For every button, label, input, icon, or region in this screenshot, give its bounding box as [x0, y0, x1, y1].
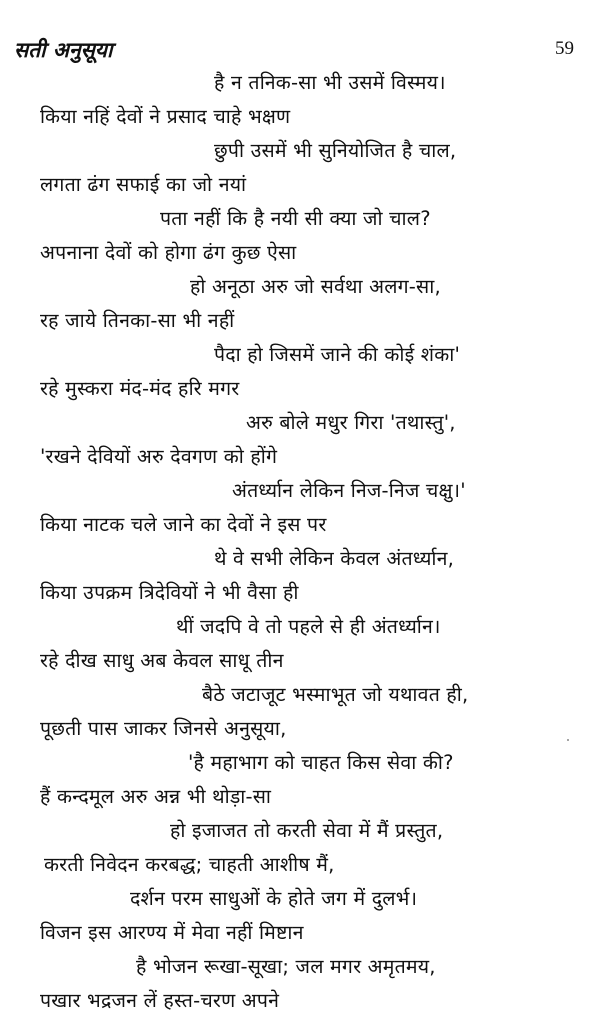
poem-line: पता नहीं कि है नयी सी क्या जो चाल?	[160, 207, 431, 230]
poem-line: दर्शन परम साधुओं के होते जग में दुलर्भ।	[130, 887, 418, 910]
poem-line: हैं कन्दमूल अरु अन्न भी थोड़ा-सा	[40, 785, 272, 808]
poem-line: रहे दीख साधु अब केवल साधू तीन	[40, 649, 284, 672]
poem-line: हो अनूठा अरु जो सर्वथा अलग-सा,	[190, 275, 441, 298]
poem-line: लगता ढंग सफाई का जो नयां	[40, 173, 247, 196]
poem-line: रहे मुस्करा मंद-मंद हरि मगर	[40, 377, 240, 400]
poem-line: 'रखने देवियों अरु देवगण को होंगे	[40, 445, 278, 468]
poem-line: किया नहिं देवों ने प्रसाद चाहे भक्षण	[40, 105, 291, 128]
poem-line: पैदा हो जिसमें जाने की कोई शंका'	[214, 343, 461, 366]
poem-line: करती निवेदन करबद्ध; चाहती आशीष मैं,	[44, 853, 335, 876]
poem-line: हो इजाजत तो करती सेवा में मैं प्रस्तुत,	[170, 819, 444, 842]
poem-line: है भोजन रूखा-सूखा; जल मगर अमृतमय,	[136, 955, 436, 978]
poem-line: किया नाटक चले जाने का देवों ने इस पर	[40, 513, 327, 536]
poem-line: पूछती पास जाकर जिनसे अनुसूया,	[40, 717, 287, 740]
poem-line: किया उपक्रम त्रिदेवियों ने भी वैसा ही	[40, 581, 299, 604]
page-header	[14, 36, 574, 66]
page-number: 59	[555, 38, 574, 59]
poem-line: अरु बोले मधुर गिरा 'तथास्तु',	[246, 411, 456, 434]
poem-line: बैठे जटाजूट भस्माभूत जो यथावत ही,	[202, 683, 469, 706]
poem-line: रह जाये तिनका-सा भी नहीं	[40, 309, 235, 332]
poem-line: थे वे सभी लेकिन केवल अंतर्ध्यान,	[214, 547, 455, 570]
poem-line: पखार भद्रजन लें हस्त-चरण अपने	[40, 989, 280, 1012]
poem-line: थीं जदपि वे तो पहले से ही अंतर्ध्यान।	[176, 615, 441, 638]
poem-line: अपनाना देवों को होगा ढंग कुछ ऐसा	[40, 241, 297, 264]
margin-speck	[567, 739, 569, 741]
poem-line: है न तनिक-सा भी उसमें विस्मय।	[214, 71, 446, 94]
book-title: सती अनुसूया	[14, 38, 113, 62]
poem-line: छुपी उसमें भी सुनियोजित है चाल,	[214, 139, 457, 162]
poem-line: अंतर्ध्यान लेकिन निज-निज चक्षु।'	[232, 479, 466, 502]
poem-line: 'है महाभाग को चाहत किस सेवा की?	[188, 751, 454, 774]
poem-line: विजन इस आरण्य में मेवा नहीं मिष्टान	[40, 921, 304, 944]
